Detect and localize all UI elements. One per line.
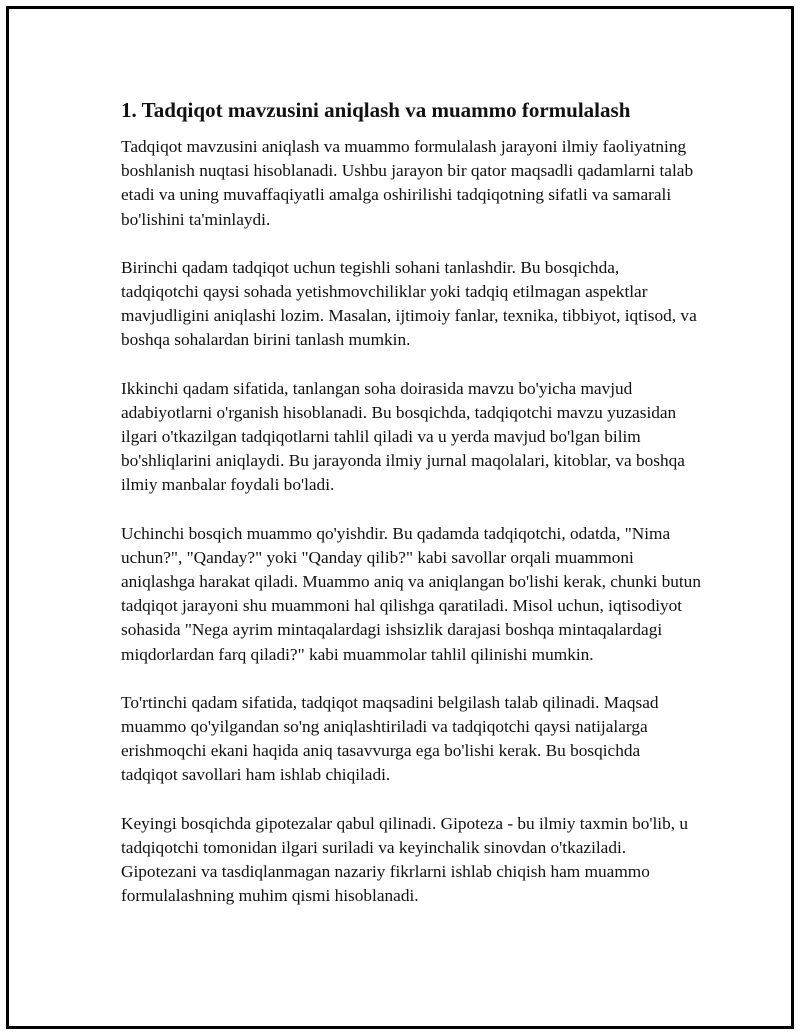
paragraph-fourth-step: To'rtinchi qadam sifatida, tadqiqot maqsadini belgilash talab qilinadi. Maqsad muammo qo'yilgandan so'ng aniqlashtiriladi va tadqiqotchi qaysi natijalarga erishmoqchi ekani haqida aniq tasavvurga ega bo'lishi kerak. Bu bosqichda tadqiqot savollari ham ishlab chiqiladi. (121, 692, 659, 785)
paragraph-third-step: Uchinchi bosqich muammo qo'yishdir. Bu qadamda tadqiqotchi, odatda, "Nima uchun?", "Qanday?" yoki "Qanday qilib?" kabi savollar orqali muammoni aniqlashga harakat qiladi. Muammo aniq va aniqlangan bo'lishi kerak, chunki butun tadqiqot jarayoni shu muammoni hal qilishga qaratiladi. Misol uchun, iqtisodiyot sohasida "Nega ayrim mintaqalardagi ishsizlik darajasi boshqa mintaqalardagi miqdorlardan farq qiladi?" kabi muammolar tahlil qilinishi mumkin. (121, 523, 701, 664)
paragraph-intro: Tadqiqot mavzusini aniqlash va muammo formulalash jarayoni ilmiy faoliyatning boshlanish nuqtasi hisoblanadi. Ushbu jarayon bir qator maqsadli qadamlarni talab etadi va uning muvaffaqiyatli amalga oshirilishi tadqiqotning sifatli va samarali bo'lishini ta'minlaydi. (121, 137, 694, 229)
paragraph-second-step: Ikkinchi qadam sifatida, tanlangan soha doirasida mavzu bo'yicha mavjud adabiyotlarni o'rganish hisoblanadi. Bu bosqichda, tadqiqotchi mavzu yuzasidan ilgari o'tkazilgan tadqiqotlarni tahlil qiladi va u yerda mavjud bo'lgan bilim bo'shliqlarini aniqlaydi. Bu jarayonda ilmiy jurnal maqolalari, kitoblar, va boshqa ilmiy manbalar foydali bo'ladi. (121, 378, 685, 495)
page-frame (6, 6, 794, 1029)
section-title: 1. Tadqiqot mavzusini aniqlash va muammo formulalash (121, 98, 631, 122)
paragraph-next-step: Keyingi bosqichda gipotezalar qabul qilinadi. Gipoteza - bu ilmiy taxmin bo'lib, u tadqiqotchi tomonidan ilgari suriladi va keyinchalik sinovdan o'tkaziladi. Gipotezani va tasdiqlanmagan nazariy fikrlarni ishlab chiqish ham muammo formulalashning muhim qismi hisoblanadi. (121, 813, 689, 906)
paragraph-first-step: Birinchi qadam tadqiqot uchun tegishli sohani tanlashdir. Bu bosqichda, tadqiqotchi qaysi sohada yetishmovchiliklar yoki tadqiq etilmagan aspektlar mavjudligini aniqlashi lozim. Masalan, ijtimoiy fanlar, texnika, tibbiyot, iqtisod, va boshqa sohalardan birini tanlash mumkin. (121, 257, 697, 350)
document-body (121, 97, 701, 932)
